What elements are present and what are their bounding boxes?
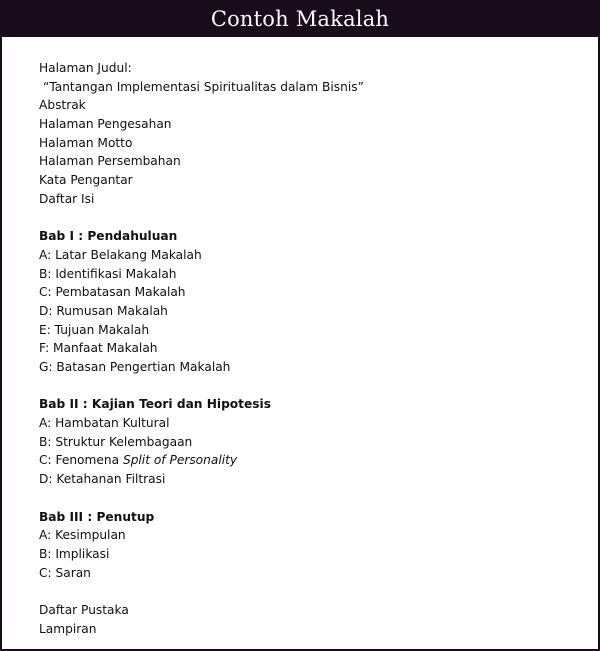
chapter-1-item-d: D: Rumusan Makalah bbox=[39, 303, 168, 318]
chapter-1-item-c: C: Pembatasan Makalah bbox=[39, 285, 186, 300]
front-item-kata-pengantar: Kata Pengantar bbox=[39, 173, 133, 188]
front-item-abstrak: Abstrak bbox=[39, 98, 86, 113]
chapter-3-item-c: C: Saran bbox=[39, 565, 91, 580]
chapter-1-item-f: F: Manfaat Makalah bbox=[39, 341, 158, 356]
front-item-motto: Halaman Motto bbox=[39, 135, 133, 150]
chapter-3-item-a: A: Kesimpulan bbox=[39, 528, 126, 543]
front-item-persembahan: Halaman Persembahan bbox=[39, 154, 181, 169]
front-item-pengesahan: Halaman Pengesahan bbox=[39, 117, 172, 132]
section-gap bbox=[39, 209, 579, 228]
chapter-1-item-g: G: Batasan Pengertian Makalah bbox=[39, 360, 231, 374]
chapter-1-item-e: E: Tujuan Makalah bbox=[39, 322, 150, 337]
chapter-2-item-b: B: Struktur Kelembagaan bbox=[39, 434, 193, 449]
chapter-3-item-b: B: Implikasi bbox=[39, 546, 110, 561]
chapter-1-item-a: A: Latar Belakang Makalah bbox=[39, 247, 202, 262]
title-page-label: Halaman Judul: bbox=[39, 61, 132, 75]
section-gap bbox=[39, 582, 579, 601]
outline-content bbox=[39, 59, 579, 638]
back-item-lampiran: Lampiran bbox=[39, 621, 97, 636]
back-item-daftar-pustaka: Daftar Pustaka bbox=[39, 602, 129, 617]
front-item-daftar-isi: Daftar Isi bbox=[39, 191, 95, 206]
paper-title: “Tantangan Implementasi Spiritualitas dalam Bisnis” bbox=[43, 79, 364, 94]
chapter-3-heading: Bab III : Penutup bbox=[39, 509, 155, 524]
chapter-2-item-c-text: C: Fenomena bbox=[39, 453, 123, 468]
section-gap bbox=[39, 377, 579, 396]
chapter-2-item-d: D: Ketahanan Filtrasi bbox=[39, 472, 166, 487]
page-header bbox=[0, 0, 600, 37]
chapter-2-heading: Bab II : Kajian Teori dan Hipotesis bbox=[39, 397, 271, 412]
chapter-2-item-c-italic: Split of Personality bbox=[122, 453, 238, 468]
chapter-2-item-a: A: Hambatan Kultural bbox=[39, 416, 170, 431]
section-gap bbox=[39, 489, 579, 508]
chapter-1-item-b: B: Identifikasi Makalah bbox=[39, 266, 177, 281]
page-title: Contoh Makalah bbox=[210, 6, 390, 31]
chapter-2-item-c bbox=[39, 451, 579, 470]
chapter-1-heading: Bab I : Pendahuluan bbox=[39, 229, 178, 244]
